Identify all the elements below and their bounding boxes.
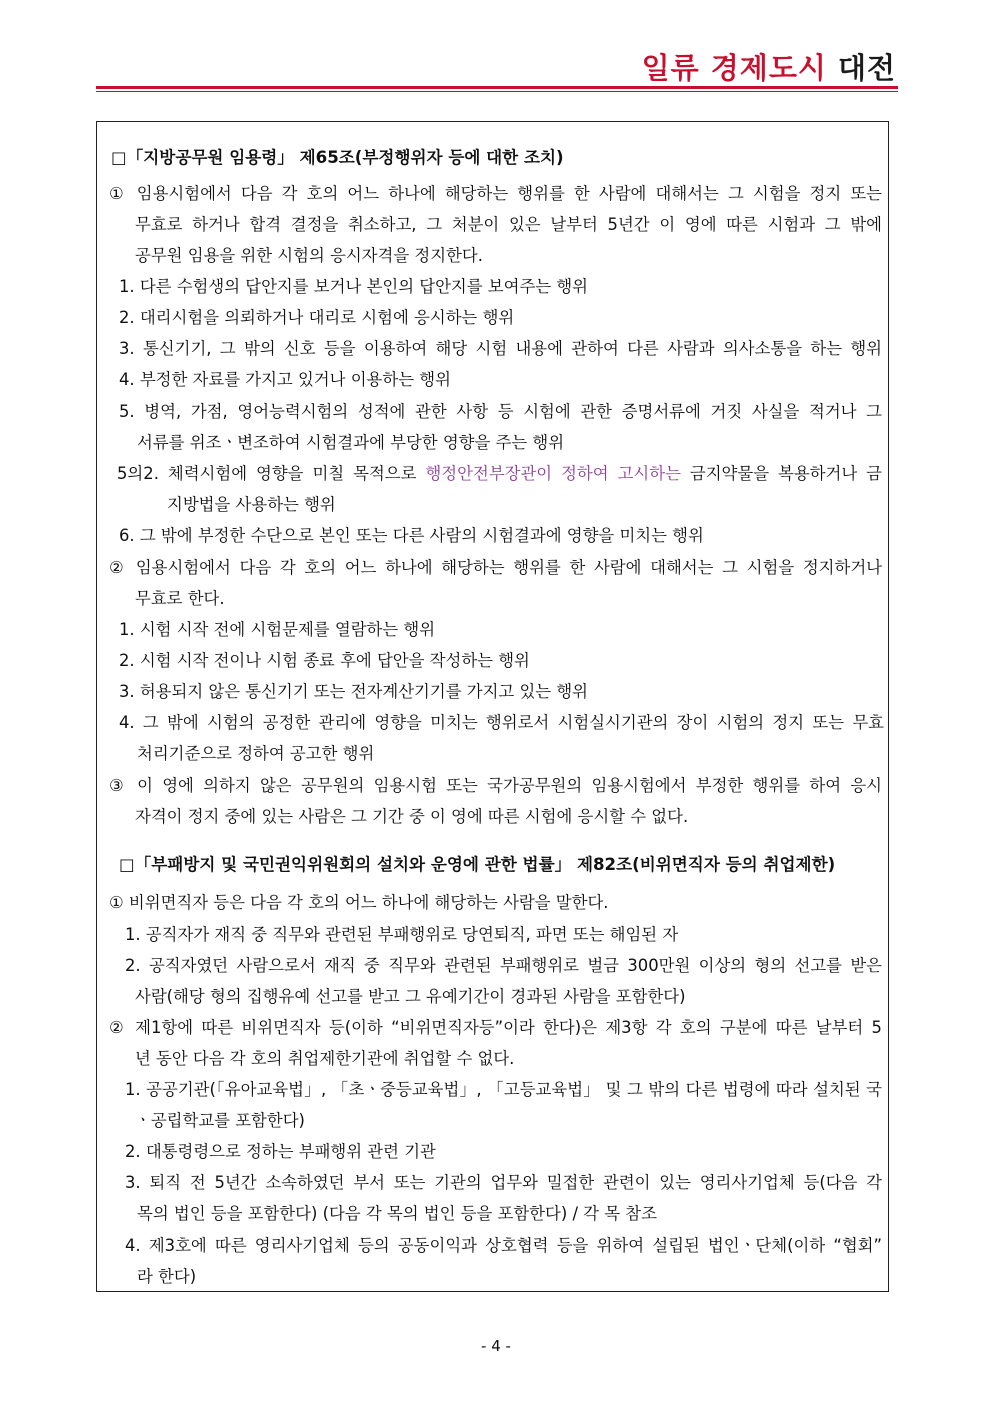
- s2-p2-item1-line1: 1. 공공기관(「유아교육법」, 「초ㆍ중등교육법」, 「고등교육법」 및 그 밖의 다른 법령에 따라 설치된 국: [125, 1080, 882, 1099]
- s1-para2-line1: ② 임용시험에서 다음 각 호의 어느 하나에 해당하는 행위를 한 사람에 대해서는 그 시험을 정지하거나: [109, 558, 882, 577]
- s2-para1: ① 비위면직자 등은 다음 각 호의 어느 하나에 해당하는 사람을 말한다.: [109, 893, 609, 912]
- s2-p2-item3-line2: 목의 법인 등을 포함한다) (다음 각 목의 법인 등을 포함한다) / 각 목 참조: [137, 1204, 657, 1223]
- s1-para3-line1: ③ 이 영에 의하지 않은 공무원의 임용시험 또는 국가공무원의 임용시험에서 부정한 행위를 하여 응시: [109, 776, 882, 795]
- s1-para1-line3: 공무원 임용을 위한 시험의 응시자격을 정지한다.: [135, 246, 483, 265]
- s1-item5-2-post: 금지약물을 복용하거나 금: [680, 464, 882, 483]
- s2-item2-line1: 2. 공직자였던 사람으로서 재직 중 직무와 관련된 부패행위로 벌금 300만원 이상의 형의 선고를 받은: [125, 956, 882, 975]
- s2-para2-line1: ② 제1항에 따른 비위면직자 등(이하 “비위면직자등”이라 한다)은 제3항 각 호의 구분에 따른 날부터 5: [109, 1018, 882, 1037]
- s1-item1: 1. 다른 수험생의 답안지를 보거나 본인의 답안지를 보여주는 행위: [119, 277, 588, 296]
- s1-item5-2-line2: 지방법을 사용하는 행위: [167, 495, 336, 514]
- s1-para2-line2: 무효로 한다.: [135, 589, 225, 608]
- s1-p2-item4-line1: 4. 그 밖에 시험의 공정한 관리에 영향을 미치는 행위로서 시험실시기관의 장이 시험의 정지 또는 무효: [119, 713, 884, 732]
- page-number: - 4 -: [481, 1337, 511, 1355]
- brand-title-dark: 대전: [837, 51, 896, 85]
- section2-title: □「부패방지 및 국민권익위원회의 설치와 운영에 관한 법률」 제82조(비위면직자 등의 취업제한): [119, 855, 836, 874]
- s1-para1-line2: 무효로 하거나 합격 결정을 취소하고, 그 처분이 있은 날부터 5년간 이 영에 따른 시험과 그 밖에: [135, 215, 882, 234]
- s1-p2-item1: 1. 시험 시작 전에 시험문제를 열람하는 행위: [119, 620, 436, 639]
- s1-item3: 3. 통신기기, 그 밖의 신호 등을 이용하여 해당 시험 내용에 관하여 다른 사람과 의사소통을 하는 행위: [119, 339, 882, 358]
- s1-p2-item4-line2: 처리기준으로 정하여 공고한 행위: [137, 744, 375, 763]
- s1-para3-line2: 자격이 정지 중에 있는 사람은 그 기간 중 이 영에 따른 시험에 응시할 수 없다.: [135, 807, 689, 826]
- s1-para1-line1: ① 임용시험에서 다음 각 호의 어느 하나에 해당하는 행위를 한 사람에 대해서는 그 시험을 정지 또는: [109, 184, 882, 203]
- s2-p2-item3-line1: 3. 퇴직 전 5년간 소속하였던 부서 또는 기관의 업무와 밀접한 관련이 있는 영리사기업체 등(다음 각: [125, 1173, 882, 1192]
- brand-title: [642, 46, 896, 87]
- s1-item6: 6. 그 밖에 부정한 수단으로 본인 또는 다른 사람의 시험결과에 영향을 미치는 행위: [119, 526, 704, 545]
- s2-p2-item2: 2. 대통령령으로 정하는 부패행위 관련 기관: [125, 1142, 436, 1161]
- s2-para2-line2: 년 동안 다음 각 호의 취업제한기관에 취업할 수 없다.: [135, 1049, 515, 1068]
- s1-item5-line2: 서류를 위조ㆍ변조하여 시험결과에 부당한 영향을 주는 행위: [137, 433, 565, 452]
- s1-item5-2-highlight: 행정안전부장관이 정하여 고시하는: [425, 464, 681, 483]
- s2-item2-line2: 사람(해당 형의 집행유예 선고를 받고 그 유예기간이 경과된 사람을 포함한다): [135, 987, 686, 1006]
- s1-item4: 4. 부정한 자료를 가지고 있거나 이용하는 행위: [119, 370, 451, 389]
- s1-item5-2-line1: [117, 464, 882, 485]
- header-rule-thin: [96, 91, 898, 92]
- s1-item5-line1: 5. 병역, 가점, 영어능력시험의 성적에 관한 사항 등 시험에 관한 증명서류에 거짓 사실을 적거나 그: [119, 402, 882, 421]
- brand-title-red: 일류 경제도시: [641, 51, 827, 85]
- s2-p2-item4-line2: 라 한다): [137, 1267, 197, 1286]
- content-box: [96, 121, 889, 1292]
- s2-p2-item4-line1: 4. 제3호에 따른 영리사기업체 등의 공동이익과 상호협력 등을 위하여 설립된 법인ㆍ단체(이하 “협회”: [125, 1236, 882, 1255]
- s1-p2-item2: 2. 시험 시작 전이나 시험 종료 후에 답안을 작성하는 행위: [119, 651, 530, 670]
- s2-item1: 1. 공직자가 재직 중 직무와 관련된 부패행위로 당연퇴직, 파면 또는 해임된 자: [125, 925, 679, 944]
- section1-title: □「지방공무원 임용령」 제65조(부정행위자 등에 대한 조치): [111, 148, 564, 167]
- s2-p2-item1-line2: ㆍ공립학교를 포함한다): [135, 1111, 305, 1130]
- s1-item2: 2. 대리시험을 의뢰하거나 대리로 시험에 응시하는 행위: [119, 308, 515, 327]
- s1-item5-2-pre: 5의2. 체력시험에 영향을 미칠 목적으로: [117, 464, 426, 483]
- header-rule-thick: [96, 86, 898, 89]
- s1-p2-item3: 3. 허용되지 않은 통신기기 또는 전자계산기기를 가지고 있는 행위: [119, 682, 588, 701]
